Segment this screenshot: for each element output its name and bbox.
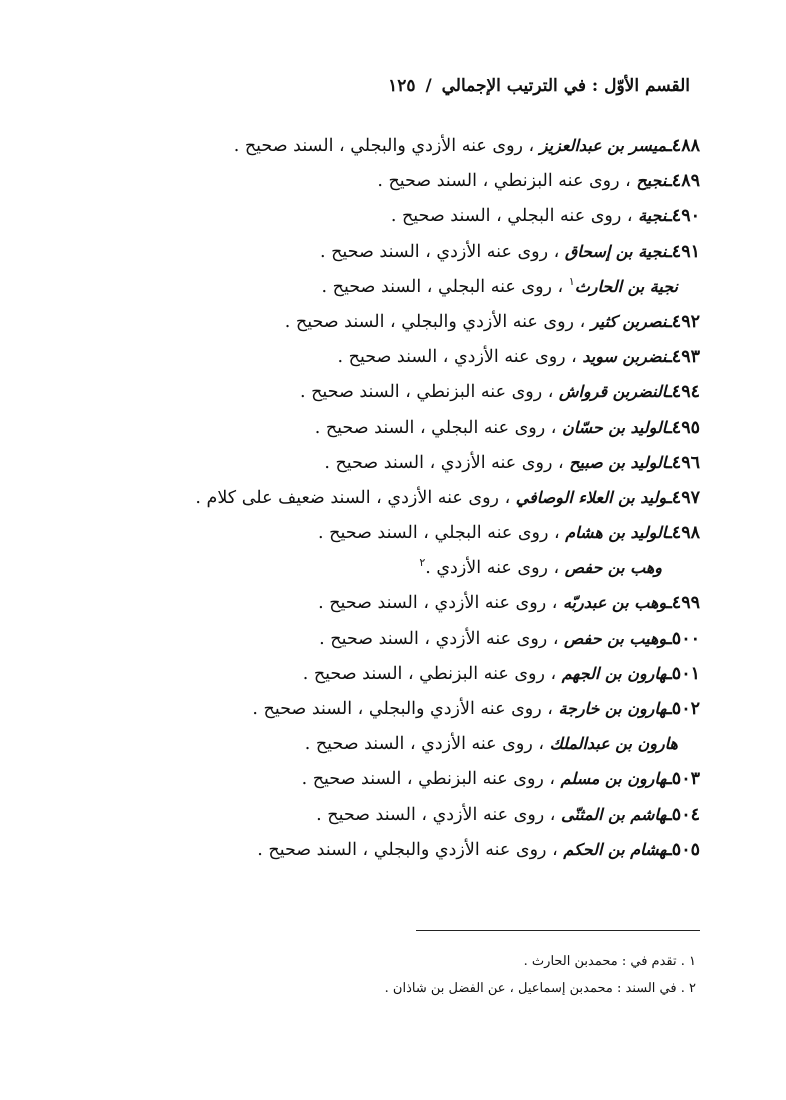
entry-row (60, 621, 700, 656)
entry-dash: ـ (666, 839, 672, 860)
narrator-name: هارون بن عبدالملك (549, 734, 678, 754)
entry-row (60, 269, 700, 304)
entry-text: ، روى عنه الأزدي ، السند صحيح . (318, 593, 558, 614)
entry-number: ٤٩٨ (671, 523, 700, 544)
entry-dash: ـ (666, 171, 672, 192)
entry-dash: ـ (666, 699, 672, 719)
narrator-name: وهب بن عبدربّه (562, 593, 667, 613)
entry-dash: ـ (666, 487, 672, 508)
entry-dash: ـ (666, 136, 672, 156)
entry-number: ٤٩٠ (671, 206, 700, 227)
narrator-name: نجية (638, 206, 667, 226)
entry-text: ، روى عنه الأزدي والبجلي ، السند صحيح . (284, 311, 586, 332)
entry-text: ، روى عنه البزنطي ، السند صحيح . (301, 769, 556, 790)
entry-row (60, 480, 700, 515)
narrator-name: نجيح (636, 171, 667, 191)
entry-row (60, 410, 700, 445)
entry-row (60, 304, 700, 339)
narrator-name: نضربن سويد (582, 347, 667, 367)
narrator-name: هارون بن مسلم (560, 769, 667, 789)
entry-row (60, 797, 700, 832)
entry-number: ٤٩٤ (671, 382, 700, 403)
footnote-marker: ١ (568, 274, 575, 288)
entry-number: ٤٩٢ (671, 311, 700, 332)
narrator-name: الوليد بن حسّان (561, 417, 667, 437)
entry-dash: ـ (666, 206, 672, 227)
entry-number: ٤٨٩ (671, 171, 700, 192)
narrator-name: هارون بن الجهم (561, 663, 667, 683)
entry-dash: ـ (666, 523, 672, 544)
entry-row (60, 761, 700, 796)
narrator-name: هشام بن الحكم (563, 839, 667, 859)
entry-number: ٥٠٤ (671, 804, 700, 825)
entry-text: ، روى عنه الأزدي ، السند صحيح . (304, 734, 544, 755)
entry-number: ٥٠٢ (671, 699, 700, 719)
entry-text: ، روى عنه البجلي ، السند صحيح . (318, 523, 560, 544)
entry-row (60, 550, 700, 585)
entry-text: ، روى عنه الأزدي ، السند صحيح . (319, 241, 560, 262)
entry-row (60, 234, 700, 269)
entry-row (60, 515, 700, 550)
entry-text: ، روى عنه البزنطي ، السند صحيح . (302, 663, 557, 684)
entry-row (60, 832, 700, 867)
entry-number: ٤٩١ (671, 241, 700, 262)
entry-text: ، روى عنه البجلي ، السند صحيح . (390, 206, 633, 227)
entry-number: ٤٩٣ (671, 347, 700, 368)
section-title: القسم الأوّل : في الترتيب الإجمالي (441, 76, 690, 96)
entry-number: ٤٩٥ (671, 417, 700, 438)
entry-dash: ـ (666, 804, 672, 825)
page-number: ١٢٥ (388, 76, 416, 96)
entry-row (60, 585, 700, 620)
entry-text: ، روى عنه البجلي ، السند صحيح . (321, 276, 564, 297)
narrator-name: الوليد بن هشام (565, 523, 667, 543)
entry-text: ، روى عنه الأزدي والبجلي ، السند صحيح . (257, 839, 558, 860)
entry-row (60, 691, 700, 726)
entry-row (60, 726, 700, 761)
narrator-name: نجية بن إسحاق (564, 241, 667, 261)
narrator-name: وليد بن العلاء الوصافي (515, 487, 667, 507)
entry-number: ٥٠٥ (671, 839, 700, 860)
entry-dash: ـ (666, 347, 672, 368)
entry-row (60, 128, 700, 163)
narrator-name: نجية بن الحارث (574, 276, 678, 296)
narrator-name: هاشم بن المثنّى (561, 804, 667, 824)
running-header (388, 76, 690, 96)
entry-dash: ـ (666, 769, 672, 790)
entry-text: ، روى عنه الأزدي ، السند صحيح . (319, 628, 559, 649)
narrator-name: وهيب بن حفص (564, 628, 667, 648)
footnote: ٢ . في السند : محمدبن إسماعيل ، عن الفضل بن شاذان . (384, 981, 696, 996)
entry-text: ، روى عنه الأزدي ، السند صحيح . (324, 452, 564, 473)
entry-row (60, 339, 700, 374)
narrator-name: هارون بن خارجة (558, 699, 667, 718)
entry-dash: ـ (666, 628, 672, 649)
entry-dash: ـ (666, 382, 672, 403)
narrator-name: الوليد بن صبيح (569, 452, 667, 472)
entry-dash: ـ (666, 452, 672, 473)
narrator-name: نصربن كثير (590, 311, 667, 331)
entry-dash: ـ (666, 663, 672, 684)
entry-text: ، روى عنه الأزدي ، السند صحيح . (316, 804, 556, 825)
entry-number: ٤٨٨ (671, 136, 700, 156)
entry-number: ٤٩٩ (671, 593, 700, 614)
footnote: ١ . تقدم في : محمدبن الحارث . (523, 954, 696, 969)
entry-dash: ـ (666, 311, 672, 332)
entry-dash: ـ (666, 593, 672, 614)
entry-row (60, 163, 700, 198)
entry-text: ، روى عنه البزنطي ، السند صحيح . (299, 382, 554, 403)
entry-dash: ـ (666, 417, 672, 438)
footnote-marker: ٢ (419, 556, 426, 570)
entry-row (60, 374, 700, 409)
entry-number: ٥٠١ (671, 663, 700, 684)
narrator-name: وهب بن حفص (564, 558, 662, 578)
entry-dash: ـ (666, 241, 672, 262)
entry-text: ، روى عنه البزنطي ، السند صحيح . (377, 171, 631, 192)
entry-text: ، روى عنه الأزدي والبجلي ، السند صحيح . (233, 136, 535, 156)
entry-number: ٤٩٦ (671, 452, 700, 473)
narrator-name: ميسر بن عبدالعزيز (539, 136, 667, 155)
footnote-divider (416, 930, 700, 931)
entry-text: ، روى عنه البجلي ، السند صحيح . (314, 417, 557, 438)
entry-row (60, 656, 700, 691)
narrator-name: النضربن قرواش (558, 382, 667, 402)
entry-text: ، روى عنه الأزدي والبجلي ، السند صحيح . (252, 699, 553, 719)
entry-number: ٤٩٧ (671, 487, 700, 508)
footnotes (385, 948, 696, 1002)
entry-number: ٥٠٣ (671, 769, 700, 790)
entry-list (60, 128, 700, 867)
entry-text: ، روى عنه الأزدي ، السند ضعيف على كلام . (195, 487, 511, 508)
entry-row (60, 445, 700, 480)
entry-text: ، روى عنه الأزدي ، السند صحيح . (337, 347, 577, 368)
entry-text: ، روى عنه الأزدي . (425, 558, 560, 579)
entry-row (60, 198, 700, 233)
header-separator: / (425, 76, 432, 96)
entry-number: ٥٠٠ (671, 628, 700, 649)
